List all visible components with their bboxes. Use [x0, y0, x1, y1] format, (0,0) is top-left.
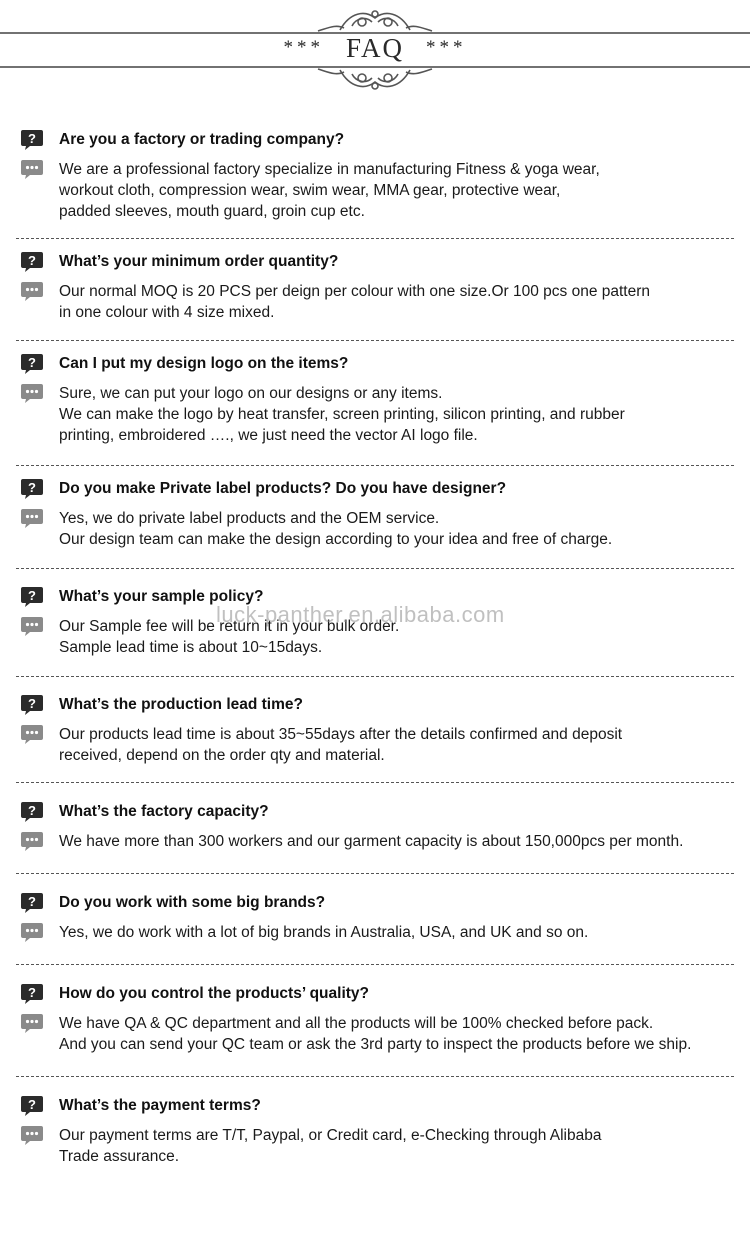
question-bubble-icon [20, 353, 44, 375]
question-bubble-icon [20, 892, 44, 914]
faq-answer [59, 1013, 691, 1055]
faq-answer-line: in one colour with 4 size mixed. [59, 304, 275, 321]
dashed-divider [16, 238, 734, 239]
question-bubble-icon [20, 251, 44, 273]
faq-question: What’s the payment terms? [59, 1097, 261, 1114]
faq-answer-line: Our payment terms are T/T, Paypal, or Credit card, e-Checking through Alibaba [59, 1127, 602, 1144]
faq-question: What’s your minimum order quantity? [59, 253, 339, 270]
question-bubble-icon [20, 129, 44, 151]
faq-answer-line: Sure, we can put your logo on our designs or any items. [59, 385, 443, 402]
faq-question: What’s the factory capacity? [59, 803, 269, 820]
faq-answer-line: And you can send your QC team or ask the 3rd party to inspect the products before we ship. [59, 1036, 692, 1053]
stars-right: *** [426, 37, 467, 58]
faq-answer-line: Yes, we do work with a lot of big brands in Australia, USA, and UK and so on. [59, 924, 589, 941]
dashed-divider [16, 782, 734, 783]
stars-left: *** [283, 37, 324, 58]
answer-bubble-icon [20, 159, 44, 181]
svg-text:?: ? [28, 1097, 36, 1112]
answer-bubble-icon [20, 724, 44, 746]
svg-text:?: ? [28, 985, 36, 1000]
svg-text:?: ? [28, 253, 36, 268]
faq-question: Are you a factory or trading company? [59, 131, 345, 148]
svg-text:?: ? [28, 355, 36, 370]
dashed-divider [16, 568, 734, 569]
svg-text:?: ? [28, 480, 36, 495]
faq-answer-line: Our normal MOQ is 20 PCS per deign per colour with one size.Or 100 pcs one pattern [59, 283, 651, 300]
dashed-divider [16, 964, 734, 965]
faq-answer-line: We are a professional factory specialize in manufacturing Fitness & yoga wear, [59, 161, 600, 178]
faq-answer [59, 383, 625, 446]
dashed-divider [16, 873, 734, 874]
watermark: luck-panther.en.alibaba.com [216, 602, 505, 627]
answer-bubble-icon [20, 831, 44, 853]
top-scroll-ornament [318, 11, 432, 31]
svg-text:?: ? [28, 894, 36, 909]
question-bubble-icon [20, 801, 44, 823]
question-bubble-icon [20, 694, 44, 716]
answer-bubble-icon [20, 922, 44, 944]
answer-bubble-icon [20, 616, 44, 638]
faq-question: Do you work with some big brands? [59, 894, 326, 911]
answer-bubble-icon [20, 1125, 44, 1147]
question-bubble-icon [20, 1095, 44, 1117]
faq-answer-line: Sample lead time is about 10~15days. [59, 639, 323, 656]
svg-text:?: ? [28, 131, 36, 146]
bottom-scroll-ornament [318, 69, 432, 89]
faq-answer [59, 159, 600, 222]
answer-bubble-icon [20, 383, 44, 405]
faq-answer-line: Our products lead time is about 35~55days after the details confirmed and deposit [59, 726, 623, 743]
svg-text:?: ? [28, 588, 36, 603]
question-bubble-icon [20, 586, 44, 608]
faq-question: What’s the production lead time? [59, 696, 303, 713]
faq-answer [59, 922, 588, 943]
dashed-divider [16, 676, 734, 677]
faq-answer-line: printing, embroidered …., we just need the vector AI logo file. [59, 427, 478, 444]
faq-answer [59, 281, 650, 323]
svg-text:?: ? [28, 696, 36, 711]
faq-question: Do you make Private label products? Do you have designer? [59, 480, 507, 497]
dashed-divider [16, 340, 734, 341]
dashed-divider [16, 465, 734, 466]
faq-title [0, 33, 750, 64]
answer-bubble-icon [20, 1013, 44, 1035]
faq-answer-line: received, depend on the order qty and material. [59, 747, 385, 764]
faq-answer [59, 831, 683, 852]
faq-answer [59, 1125, 601, 1167]
faq-answer-line: Yes, we do private label products and the OEM service. [59, 510, 440, 527]
faq-question: How do you control the products’ quality? [59, 985, 369, 1002]
faq-answer-line: We have more than 300 workers and our garment capacity is about 150,000pcs per month. [59, 833, 684, 850]
svg-text:?: ? [28, 803, 36, 818]
faq-answer [59, 508, 612, 550]
faq-answer-line: workout cloth, compression wear, swim wear, MMA gear, protective wear, [59, 182, 561, 199]
faq-answer-line: padded sleeves, mouth guard, groin cup etc. [59, 203, 365, 220]
faq-answer [59, 724, 622, 766]
faq-answer-line: Our design team can make the design according to your idea and free of charge. [59, 531, 613, 548]
faq-question: What’s your sample policy? [59, 588, 264, 605]
faq-question: Can I put my design logo on the items? [59, 355, 349, 372]
faq-answer-line: Trade assurance. [59, 1148, 180, 1165]
faq-header [0, 0, 750, 100]
faq-answer-line: Our Sample fee will be return it in your bulk order. [59, 618, 400, 635]
answer-bubble-icon [20, 508, 44, 530]
dashed-divider [16, 1076, 734, 1077]
faq-answer-line: We can make the logo by heat transfer, screen printing, silicon printing, and rubber [59, 406, 625, 423]
question-bubble-icon [20, 983, 44, 1005]
question-bubble-icon [20, 478, 44, 500]
faq-heading: FAQ [345, 33, 404, 63]
faq-answer-line: We have QA & QC department and all the products will be 100% checked before pack. [59, 1015, 654, 1032]
answer-bubble-icon [20, 281, 44, 303]
